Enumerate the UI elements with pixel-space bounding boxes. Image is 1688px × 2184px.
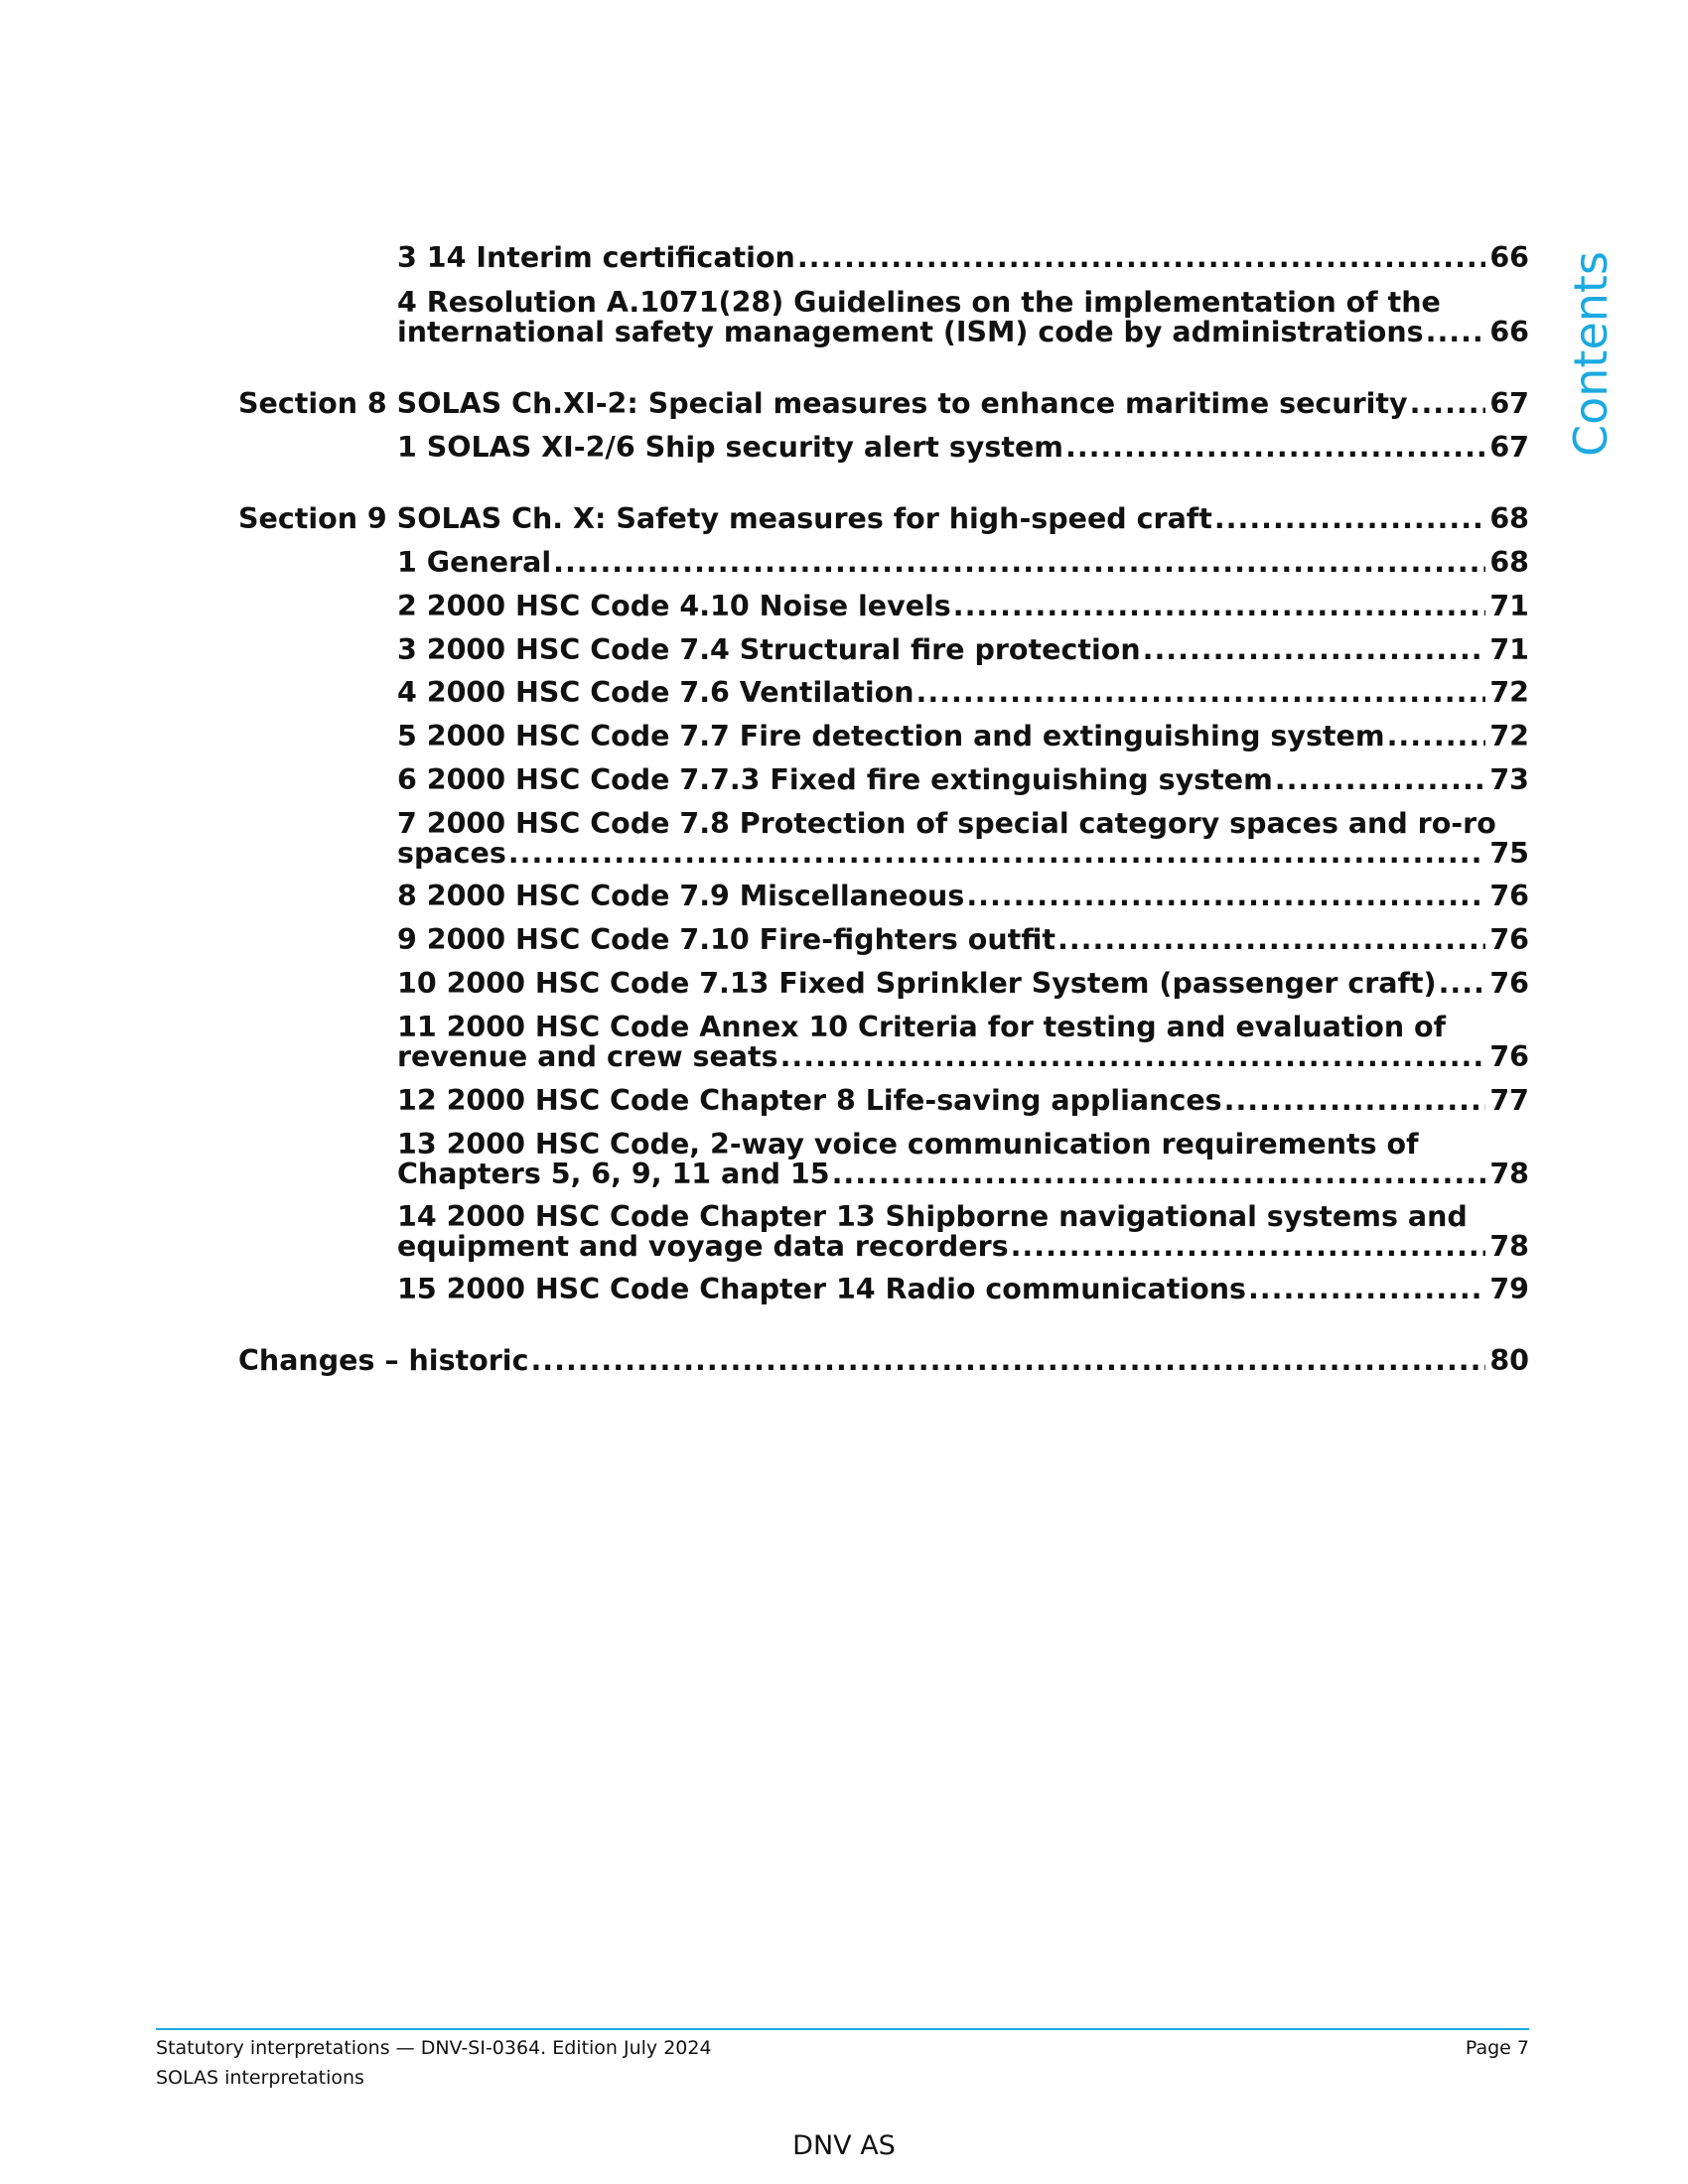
- toc-entry-page: 77: [1489, 1086, 1529, 1116]
- toc-entry[interactable]: [397, 288, 1529, 347]
- toc-entry-page: 76: [1489, 882, 1529, 911]
- toc-entry-page: 76: [1489, 1040, 1529, 1072]
- toc-entry[interactable]: [397, 809, 1529, 869]
- toc-entry-page: 73: [1489, 765, 1529, 795]
- leader-dots: [1214, 504, 1485, 534]
- toc-entry-page: 67: [1489, 433, 1529, 463]
- leader-dots: [530, 1346, 1485, 1376]
- toc-entry-text: Section 8 SOLAS Ch.XI-2: Special measures to enhance maritime security: [238, 389, 1408, 419]
- leader-dots: [966, 882, 1485, 911]
- toc-section-entry[interactable]: [238, 389, 1529, 419]
- toc-entry[interactable]: [397, 548, 1529, 578]
- leader-dots: [1387, 722, 1486, 751]
- toc-entry-text: 4 2000 HSC Code 7.6 Ventilation: [397, 678, 914, 708]
- leader-dots: [553, 548, 1485, 578]
- toc-entry-text: 2 2000 HSC Code 4.10 Noise levels: [397, 592, 951, 621]
- toc-entry-text: 13 2000 HSC Code, 2-way voice communication requirements of: [397, 1130, 1419, 1160]
- toc-entry-page: 66: [1489, 316, 1529, 347]
- footer-divider: [156, 2028, 1529, 2030]
- toc-entry[interactable]: [397, 969, 1529, 999]
- toc-entry[interactable]: [397, 1130, 1529, 1189]
- leader-dots: [1057, 925, 1485, 955]
- toc-section-entry[interactable]: [238, 504, 1529, 534]
- footer-document-subtitle: SOLAS interpretations: [156, 2067, 364, 2089]
- toc-entry[interactable]: [397, 243, 1529, 273]
- toc-entry-text: international safety management (ISM) code by administrations: [397, 316, 1424, 347]
- toc-entry-page: 79: [1489, 1275, 1529, 1304]
- leader-dots: [916, 678, 1486, 708]
- toc-entry[interactable]: [397, 925, 1529, 955]
- toc-entry-page: 80: [1489, 1346, 1529, 1376]
- leader-dots: [797, 243, 1486, 273]
- toc-entry[interactable]: [397, 1202, 1529, 1262]
- toc-entry[interactable]: [397, 1086, 1529, 1116]
- leader-dots: [780, 1042, 1486, 1072]
- toc-entry-text: 8 2000 HSC Code 7.9 Miscellaneous: [397, 882, 965, 911]
- toc-entry-text: Changes – historic: [238, 1346, 529, 1376]
- toc-entry-text: 14 2000 HSC Code Chapter 13 Shipborne navigational systems and: [397, 1202, 1468, 1233]
- toc-entry[interactable]: [397, 635, 1529, 665]
- toc-entry-page: 68: [1489, 548, 1529, 578]
- toc-entry-text: Section 9 SOLAS Ch. X: Safety measures for high-speed craft: [238, 504, 1212, 534]
- toc-entry-text: 7 2000 HSC Code 7.8 Protection of special category spaces and ro-ro: [397, 809, 1496, 840]
- toc-entry-page: 72: [1489, 722, 1529, 751]
- toc-entry-text: 1 General: [397, 548, 552, 578]
- toc-entry-page: 71: [1489, 592, 1529, 621]
- toc-entry-text: 9 2000 HSC Code 7.10 Fire-fighters outfit: [397, 925, 1056, 955]
- toc-entry[interactable]: [397, 722, 1529, 751]
- toc-entry-page: 71: [1489, 635, 1529, 665]
- toc-entry-text: 1 SOLAS XI-2/6 Ship security alert system: [397, 433, 1063, 463]
- toc-entry-text: 5 2000 HSC Code 7.7 Fire detection and extinguishing system: [397, 722, 1385, 751]
- toc-entry-text: spaces: [397, 837, 506, 869]
- toc-entry-page: 68: [1489, 504, 1529, 534]
- leader-dots: [1011, 1232, 1486, 1262]
- toc-entry-page: 72: [1489, 678, 1529, 708]
- leader-dots: [1065, 433, 1485, 463]
- toc-section-entry[interactable]: [238, 1346, 1529, 1376]
- toc-entry-page: 78: [1489, 1158, 1529, 1189]
- toc-entry-text: 3 14 Interim certification: [397, 243, 795, 273]
- leader-dots: [508, 839, 1486, 869]
- toc-entry[interactable]: [397, 1275, 1529, 1304]
- toc-entry[interactable]: [397, 765, 1529, 795]
- toc-entry-text: 15 2000 HSC Code Chapter 14 Radio communications: [397, 1275, 1246, 1304]
- toc-entry-page: 76: [1489, 969, 1529, 999]
- toc-entry[interactable]: [397, 592, 1529, 621]
- toc-entry-text: 6 2000 HSC Code 7.7.3 Fixed fire extinguishing system: [397, 765, 1273, 795]
- footer-page-number: Page 7: [1465, 2037, 1529, 2059]
- toc-entry-page: 78: [1489, 1230, 1529, 1262]
- leader-dots: [1143, 635, 1486, 665]
- contents-side-label: Contents: [1564, 251, 1618, 457]
- toc-entry-page: 75: [1489, 837, 1529, 869]
- toc-entry-text: equipment and voyage data recorders: [397, 1230, 1009, 1262]
- toc-entry[interactable]: [397, 678, 1529, 708]
- leader-dots: [1439, 969, 1486, 999]
- toc-entry[interactable]: [397, 433, 1529, 463]
- toc-entry-text: 11 2000 HSC Code Annex 10 Criteria for testing and evaluation of: [397, 1013, 1447, 1043]
- toc-entry-text: Chapters 5, 6, 9, 11 and 15: [397, 1158, 830, 1189]
- leader-dots: [1426, 318, 1486, 347]
- toc-entry-text: 10 2000 HSC Code 7.13 Fixed Sprinkler System (passenger craft): [397, 969, 1437, 999]
- leader-dots: [1248, 1275, 1485, 1304]
- toc-entry[interactable]: [397, 1013, 1529, 1072]
- leader-dots: [1410, 389, 1486, 419]
- toc-entry-page: 66: [1489, 243, 1529, 273]
- toc-entry-text: 3 2000 HSC Code 7.4 Structural fire protection: [397, 635, 1141, 665]
- leader-dots: [1275, 765, 1486, 795]
- toc-entry[interactable]: [397, 882, 1529, 911]
- company-name: DNV AS: [792, 2130, 896, 2161]
- footer-document-title: Statutory interpretations — DNV-SI-0364. Edition July 2024: [156, 2037, 712, 2059]
- toc-entry-page: 76: [1489, 925, 1529, 955]
- leader-dots: [832, 1160, 1486, 1189]
- leader-dots: [1224, 1086, 1486, 1116]
- leader-dots: [953, 592, 1486, 621]
- toc-entry-text: revenue and crew seats: [397, 1040, 778, 1072]
- toc-entry-page: 67: [1489, 389, 1529, 419]
- toc-entry-text: 4 Resolution A.1071(28) Guidelines on the implementation of the: [397, 288, 1441, 319]
- toc-entry-text: 12 2000 HSC Code Chapter 8 Life-saving appliances: [397, 1086, 1222, 1116]
